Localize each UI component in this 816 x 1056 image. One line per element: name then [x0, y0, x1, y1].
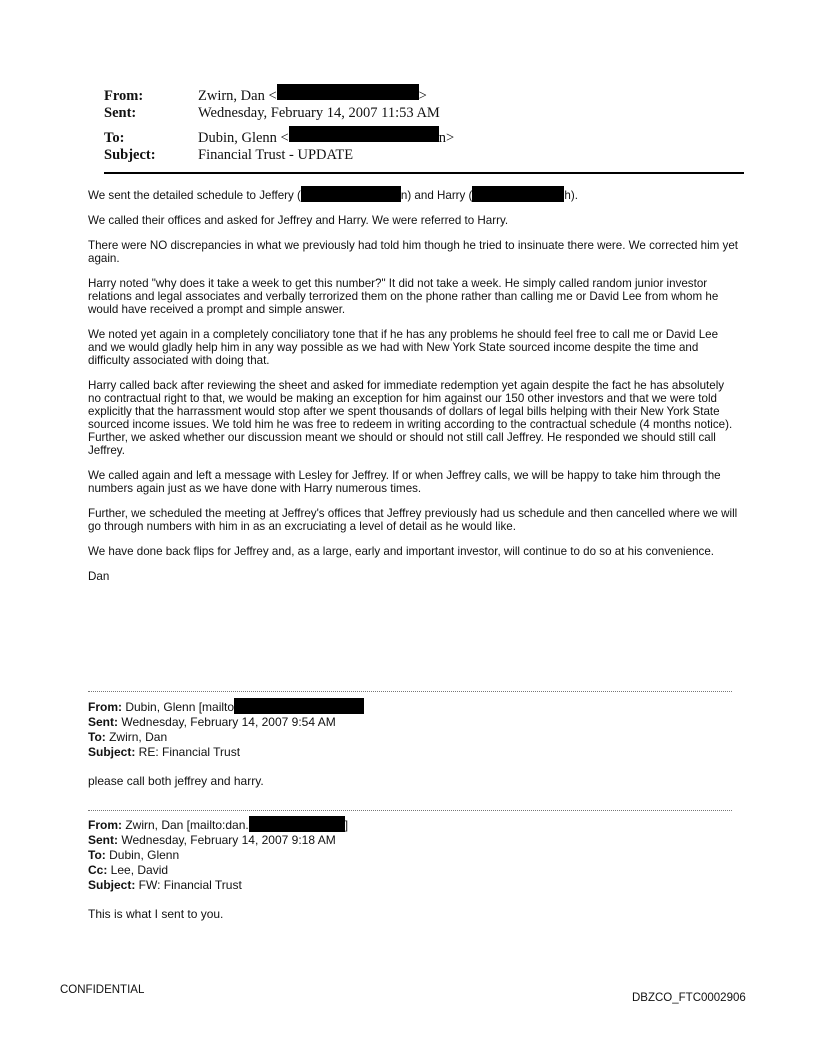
msg2-subject-label: Subject:	[88, 878, 136, 892]
paragraph-6: Harry called back after reviewing the sheet and asked for immediate redemption yet again despite the fact he has absolutely no contractual right to that, we would be making an exception for him against our 150 other investors and that we were told explicitly that the harrassment would stop after we spent thousands of dollars of legal bills helping with their New York State sourced income issues. We told him he was free to redeem in writing according to the contractual schedule (4 months notice). Further, we asked whether our discussion meant we should or should not still call Jeffrey. He responded we should still call Jeffrey.	[88, 379, 733, 457]
paragraph-9: We have done back flips for Jeffrey and, as a large, early and important investor, will continue to do so at his convenience.	[88, 545, 714, 558]
msg2-text: This is what I sent to you.	[88, 907, 224, 921]
header-from-row	[104, 84, 454, 105]
p1-text-b: n) and Harry (	[400, 189, 473, 202]
paragraph-4: Harry noted "why does it take a week to get this number?" It did not take a week. He simply called random junior investor relations and legal associates and verbally terrorized them on the phone rather than calling me or David Lee from whom he would have received a prompt and simple answer.	[88, 277, 719, 316]
msg1-to-label: To:	[88, 730, 106, 744]
email-body	[88, 186, 738, 595]
msg2-subject-value: FW: Financial Trust	[135, 878, 242, 892]
msg2-from-value: Zwirn, Dan [mailto:dan.	[122, 818, 249, 832]
redaction-block	[301, 186, 401, 202]
bates-number: DBZCO_FTC0002906	[632, 992, 746, 1004]
forwarded-message-2	[88, 816, 348, 922]
signoff: Dan	[88, 570, 110, 583]
msg2-from-label: From:	[88, 818, 122, 832]
msg1-subject-value: RE: Financial Trust	[135, 745, 241, 759]
sent-label: Sent:	[104, 105, 137, 121]
msg1-to-row	[88, 730, 364, 745]
msg2-from-tail: ]	[344, 818, 349, 832]
confidential-label: CONFIDENTIAL	[60, 984, 145, 996]
msg2-cc-row	[88, 863, 348, 878]
paragraph-5: We noted yet again in a completely conciliatory tone that if he has any problems he should feel free to call me or David Lee and we would gladly help him in any way possible as we had with New York State sourced income despite the time and difficulty associated with doing that.	[88, 328, 719, 367]
sent-value: Wednesday, February 14, 2007 11:53 AM	[198, 105, 440, 121]
redaction-block	[472, 186, 564, 202]
msg1-from-value: Dubin, Glenn [mailto	[122, 700, 235, 714]
msg2-subject-row	[88, 878, 348, 893]
msg2-from-row	[88, 816, 348, 833]
msg1-subject-label: Subject:	[88, 745, 136, 759]
msg2-to-row	[88, 848, 348, 863]
msg1-subject-row	[88, 745, 364, 760]
header-to-row	[104, 126, 454, 147]
p1-text-a: We sent the detailed schedule to Jeffery (	[88, 189, 301, 202]
msg2-cc-label: Cc:	[88, 863, 108, 877]
paragraph-2: We called their offices and asked for Jeffrey and Harry. We were referred to Harry.	[88, 214, 509, 227]
paragraph-3: There were NO discrepancies in what we previously had told him though he tried to insinuate there were. We corrected him yet again.	[88, 239, 739, 265]
to-value: Dubin, Glenn <	[198, 130, 289, 146]
redaction-block	[249, 816, 345, 832]
paragraph-7: We called again and left a message with Lesley for Jeffrey. If or when Jeffrey calls, we will be happy to take him through the numbers again just as we have done with Harry numerous times.	[88, 469, 721, 495]
redaction-block	[289, 126, 439, 142]
msg1-sent-row	[88, 715, 364, 730]
forwarded-message-1	[88, 698, 364, 789]
msg2-to-label: To:	[88, 848, 106, 862]
msg2-sent-value: Wednesday, February 14, 2007 9:18 AM	[118, 833, 336, 847]
from-value: Zwirn, Dan <	[198, 88, 277, 104]
subject-value: Financial Trust - UPDATE	[198, 147, 354, 163]
msg1-sent-value: Wednesday, February 14, 2007 9:54 AM	[118, 715, 336, 729]
msg2-to-value: Dubin, Glenn	[105, 848, 180, 862]
from-label: From:	[104, 88, 144, 104]
msg2-cc-value: Lee, David	[107, 863, 169, 877]
message-separator	[88, 810, 732, 811]
to-tail: n>	[438, 130, 455, 146]
header-divider	[104, 172, 744, 174]
msg1-sent-label: Sent:	[88, 715, 118, 729]
msg2-sent-row	[88, 833, 348, 848]
msg1-to-value: Zwirn, Dan	[105, 730, 168, 744]
msg2-sent-label: Sent:	[88, 833, 118, 847]
header-subject-row	[104, 147, 454, 168]
from-tail: >	[418, 88, 427, 104]
header-sent-row	[104, 105, 454, 126]
paragraph-8: Further, we scheduled the meeting at Jeffrey's offices that Jeffrey previously had us schedule and then cancelled where we will go through numbers with him in as an excruciating a level of detail as he would like.	[88, 507, 738, 533]
redaction-block	[234, 698, 364, 714]
redaction-block	[277, 84, 419, 100]
p1-text-c: h).	[564, 189, 578, 202]
message-separator	[88, 691, 732, 692]
msg1-text: please call both jeffrey and harry.	[88, 774, 264, 788]
msg1-from-row	[88, 698, 364, 715]
to-label: To:	[104, 130, 125, 146]
email-header	[104, 84, 454, 168]
msg1-from-label: From:	[88, 700, 122, 714]
paragraph-1	[88, 186, 738, 202]
subject-label: Subject:	[104, 147, 156, 163]
